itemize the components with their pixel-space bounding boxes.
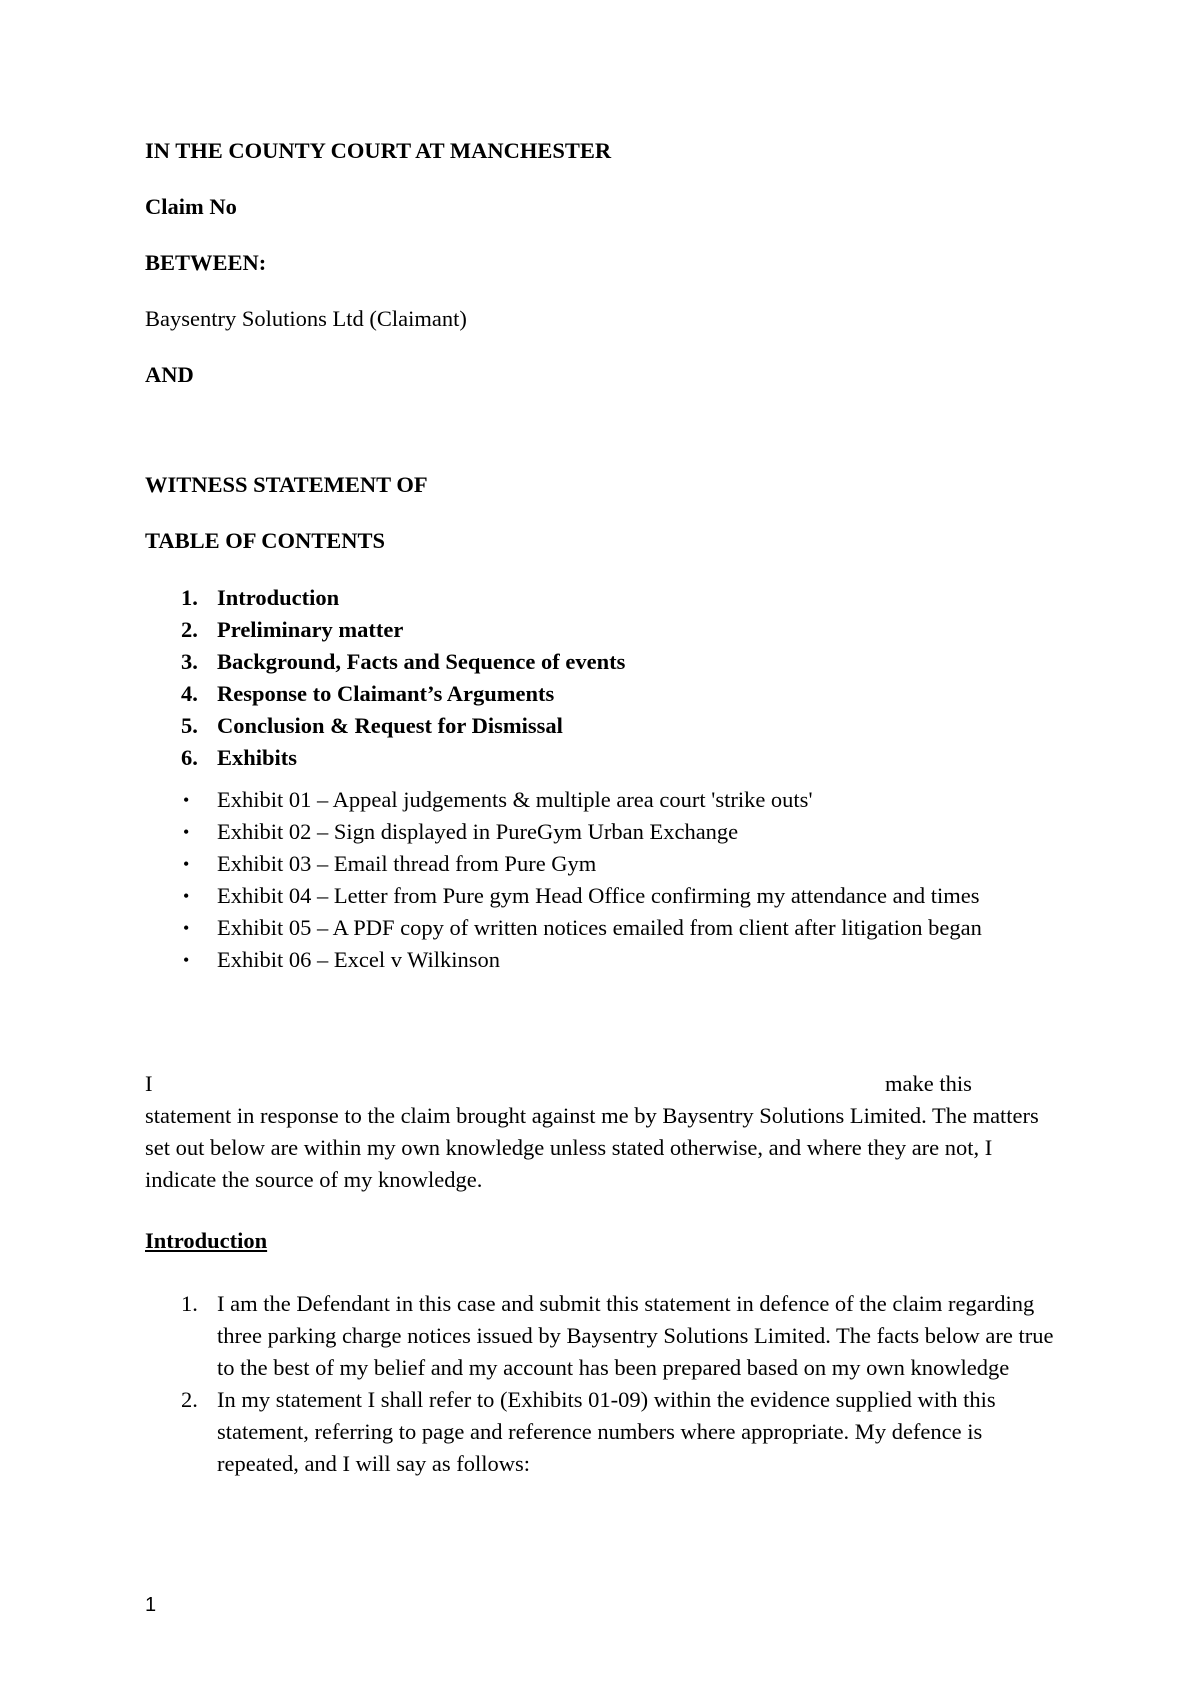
court-title: IN THE COUNTY COURT AT MANCHESTER [145, 138, 612, 163]
toc-item-number: 4. [181, 681, 198, 706]
toc-item-label: Exhibits [217, 745, 298, 770]
page-number: 1 [145, 1594, 157, 1616]
exhibit-label: Exhibit 01 – Appeal judgements & multiple area court 'strike outs' [217, 787, 813, 812]
toc-item-number: 1. [181, 585, 198, 610]
bullet-icon: • [183, 822, 190, 842]
introduction-list [145, 1288, 1065, 1480]
paragraph-number: 2. [181, 1387, 198, 1412]
toc-item [145, 646, 625, 678]
bullet-icon: • [183, 790, 190, 810]
toc-item [145, 710, 625, 742]
bullet-icon: • [183, 918, 190, 938]
between-label: BETWEEN: [145, 250, 267, 275]
bullet-icon: • [183, 854, 190, 874]
toc-item-number: 5. [181, 713, 198, 738]
toc-item [145, 614, 625, 646]
opening-paragraph [145, 1068, 1065, 1196]
toc-item [145, 582, 625, 614]
toc-item-number: 3. [181, 649, 198, 674]
exhibit-label: Exhibit 02 – Sign displayed in PureGym Urban Exchange [217, 819, 739, 844]
numbered-paragraph [145, 1288, 1065, 1384]
toc-item-label: Introduction [217, 585, 340, 610]
toc-item [145, 678, 625, 710]
opening-end-text: make this [885, 1071, 972, 1096]
table-of-contents [145, 582, 625, 774]
toc-item-label: Response to Claimant’s Arguments [217, 681, 555, 706]
exhibit-item [145, 816, 982, 848]
toc-item-number: 6. [181, 745, 198, 770]
opening-start-text: I [145, 1071, 153, 1096]
exhibit-label: Exhibit 04 – Letter from Pure gym Head Office confirming my attendance and times [217, 883, 980, 908]
exhibit-label: Exhibit 05 – A PDF copy of written notices emailed from client after litigation began [217, 915, 982, 940]
exhibit-item [145, 784, 982, 816]
exhibit-item [145, 880, 982, 912]
paragraph-text: I am the Defendant in this case and submit this statement in defence of the claim regarding three parking charge notices issued by Baysentry Solutions Limited. The facts below are true to the best of my belief and my account has been prepared based on my own knowledge [217, 1291, 1054, 1380]
toc-item-label: Preliminary matter [217, 617, 404, 642]
toc-item-label: Conclusion & Request for Dismissal [217, 713, 563, 738]
exhibit-item [145, 912, 982, 944]
opening-body-text: statement in response to the claim brought against me by Baysentry Solutions Limited. The matters set out below are within my own knowledge unless stated otherwise, and where they are not, I indicate the source of my knowledge. [145, 1103, 1039, 1192]
claimant-name: Baysentry Solutions Ltd (Claimant) [145, 306, 467, 331]
exhibit-item [145, 848, 982, 880]
bullet-icon: • [183, 886, 190, 906]
exhibit-label: Exhibit 03 – Email thread from Pure Gym [217, 851, 597, 876]
claim-number-label: Claim No [145, 194, 237, 219]
paragraph-number: 1. [181, 1291, 198, 1316]
toc-item [145, 742, 625, 774]
toc-item-label: Background, Facts and Sequence of events [217, 649, 626, 674]
and-label: AND [145, 362, 194, 387]
toc-title: TABLE OF CONTENTS [145, 528, 386, 553]
witness-statement-title: WITNESS STATEMENT OF [145, 472, 428, 497]
exhibit-label: Exhibit 06 – Excel v Wilkinson [217, 947, 501, 972]
toc-item-number: 2. [181, 617, 198, 642]
paragraph-text: In my statement I shall refer to (Exhibits 01-09) within the evidence supplied with this statement, referring to page and reference numbers where appropriate. My defence is repeated, and I will say as follows: [217, 1387, 996, 1476]
opening-first-line [145, 1068, 1065, 1100]
introduction-heading: Introduction [145, 1228, 268, 1253]
bullet-icon: • [183, 950, 190, 970]
exhibit-list [145, 784, 982, 976]
exhibit-item [145, 944, 982, 976]
numbered-paragraph [145, 1384, 1065, 1480]
